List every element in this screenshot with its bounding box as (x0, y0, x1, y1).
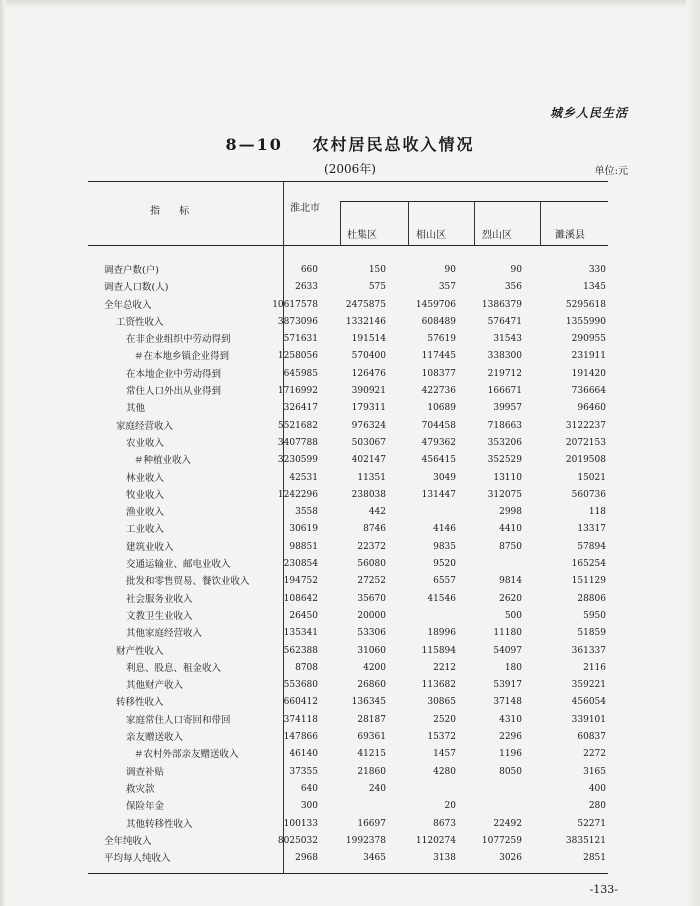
cell-value: 52271 (577, 818, 606, 829)
row-label: ＃种植业收入 (134, 455, 192, 467)
cell-value: 456415 (421, 455, 456, 466)
cell-value: 1345 (583, 282, 606, 293)
cell-value: 231911 (571, 351, 606, 362)
cell-value: 219712 (487, 368, 522, 379)
cell-value: 11180 (493, 628, 522, 639)
column-divider (340, 201, 341, 245)
cell-value: 4200 (363, 662, 386, 673)
cell-value: 2475875 (345, 299, 386, 310)
table-row (0, 746, 700, 763)
cell-value: 976324 (351, 420, 386, 431)
table-row (0, 418, 700, 435)
cell-value: 400 (588, 783, 606, 794)
table-row (0, 487, 700, 504)
cell-value: 20 (444, 801, 456, 812)
table-title-text: 农村居民总收入情况 (312, 135, 475, 154)
cell-value: 191514 (351, 334, 386, 345)
cell-value: 28806 (577, 593, 606, 604)
cell-value: 57894 (577, 541, 606, 552)
table-row (0, 383, 700, 400)
table-row (0, 348, 700, 365)
cell-value: 1992378 (345, 835, 386, 846)
cell-value: 2520 (433, 714, 456, 725)
cell-value: 179311 (351, 403, 386, 414)
cell-value: 136345 (351, 697, 386, 708)
cell-value: 118 (588, 507, 606, 518)
cell-value: 300 (300, 801, 318, 812)
cell-value: 2296 (499, 732, 522, 743)
cell-value: 150 (368, 265, 386, 275)
cell-value: 13317 (577, 524, 606, 535)
cell-value: 2851 (583, 853, 606, 864)
column-divider (408, 201, 409, 245)
cell-value: 1459706 (415, 299, 456, 310)
table-row (0, 833, 700, 850)
row-label: 农业收入 (126, 437, 165, 449)
cell-value: 326417 (283, 403, 318, 414)
cell-value: 1332146 (345, 316, 386, 327)
cell-value: 11351 (357, 472, 386, 483)
cell-value: 479362 (421, 437, 456, 448)
cell-value: 3407788 (277, 437, 318, 448)
cell-value: 2272 (583, 749, 606, 760)
row-label: 财产性收入 (116, 645, 164, 657)
cell-value: 570400 (351, 351, 386, 362)
table-row (0, 798, 700, 815)
scan-shadow-top (0, 0, 700, 8)
cell-value: 96460 (577, 403, 606, 414)
cell-value: 3873096 (277, 316, 318, 327)
row-label: 在非企业组织中劳动得到 (126, 334, 231, 346)
cell-value: 10617578 (272, 299, 318, 310)
cell-value: 2072153 (565, 437, 606, 448)
cell-value: 736664 (571, 386, 606, 397)
row-label: 亲友赠送收入 (126, 732, 184, 744)
cell-value: 54097 (493, 645, 522, 656)
cell-value: 1457 (433, 749, 456, 760)
cell-value: 5950 (583, 610, 606, 621)
cell-value: 41215 (357, 749, 386, 760)
table-row (0, 625, 700, 642)
cell-value: 191420 (571, 368, 606, 379)
cell-value: 1355990 (565, 316, 606, 327)
table-row (0, 262, 700, 279)
cell-value: 100133 (283, 818, 318, 829)
cell-value: 1120274 (415, 835, 456, 846)
cell-value: 26860 (357, 680, 386, 691)
cell-value: 3026 (499, 853, 522, 864)
cell-value: 53917 (493, 680, 522, 691)
table-row (0, 694, 700, 711)
cell-value: 8025032 (277, 835, 318, 846)
table-row (0, 573, 700, 590)
table-title (0, 132, 700, 155)
cell-value: 374118 (283, 714, 318, 725)
cell-value: 151129 (571, 576, 606, 587)
cell-value: 560736 (571, 489, 606, 500)
cell-value: 56080 (357, 559, 386, 570)
cell-value: 3558 (295, 507, 318, 518)
row-label: 转移性收入 (116, 697, 164, 709)
cell-value: 37148 (493, 697, 522, 708)
table-row (0, 556, 700, 573)
cell-value: 21860 (357, 766, 386, 777)
table-body (0, 262, 700, 867)
cell-value: 704458 (421, 420, 456, 431)
cell-value: 13110 (493, 472, 522, 483)
row-label: 在本地企业中劳动得到 (126, 368, 222, 380)
row-label: 其他家庭经营收入 (126, 628, 203, 640)
row-label: 渔业收入 (126, 507, 165, 519)
cell-value: 645985 (283, 368, 318, 379)
table-row (0, 279, 700, 296)
row-label: 家庭常住人口寄回和带回 (126, 714, 231, 726)
cell-value: 37355 (289, 766, 318, 777)
cell-value: 135341 (283, 628, 318, 639)
cell-value: 16697 (357, 818, 386, 829)
cell-value: 290955 (571, 334, 606, 345)
cell-value: 356 (504, 282, 522, 293)
cell-value: 2116 (583, 662, 606, 673)
table-row (0, 539, 700, 556)
cell-value: 20000 (357, 610, 386, 621)
table-row (0, 452, 700, 469)
cell-value: 1386379 (481, 299, 522, 310)
cell-value: 8050 (499, 766, 522, 777)
cell-value: 117445 (421, 351, 456, 362)
row-label: 保险年金 (126, 801, 165, 813)
cell-value: 51859 (577, 628, 606, 639)
cell-value: 126476 (351, 368, 386, 379)
row-label: 常住人口外出从业得到 (126, 386, 222, 398)
header-indicator: 指 标 (150, 206, 198, 217)
cell-value: 41546 (427, 593, 456, 604)
table-row (0, 400, 700, 417)
cell-value: 2633 (295, 282, 318, 293)
cell-value: 456054 (571, 697, 606, 708)
cell-value: 26450 (289, 610, 318, 621)
table-row (0, 297, 700, 314)
cell-value: 10689 (427, 403, 456, 414)
row-label: 工业收入 (126, 524, 165, 536)
cell-value: 108377 (421, 368, 456, 379)
row-label: 建筑业收入 (126, 541, 174, 553)
table-top-rule (88, 181, 608, 182)
table-row (0, 643, 700, 660)
row-label: 全年纯收入 (104, 835, 152, 847)
cell-value: 240 (368, 783, 386, 794)
cell-value: 180 (504, 662, 522, 673)
table-row (0, 366, 700, 383)
table-row (0, 781, 700, 798)
cell-value: 2968 (295, 853, 318, 864)
cell-value: 4146 (433, 524, 456, 535)
cell-value: 165254 (571, 559, 606, 570)
page-number: -133- (589, 883, 618, 896)
cell-value: 503067 (351, 437, 386, 448)
cell-value: 608489 (421, 316, 456, 327)
cell-value: 3122237 (565, 420, 606, 431)
cell-value: 353206 (487, 437, 522, 448)
table-row (0, 591, 700, 608)
header-column-duji: 杜集区 (347, 230, 377, 241)
cell-value: 3465 (363, 853, 386, 864)
row-label: 利息、股息、租金收入 (126, 662, 222, 674)
cell-value: 352529 (487, 455, 522, 466)
cell-value: 3165 (583, 766, 606, 777)
cell-value: 39957 (493, 403, 522, 414)
cell-value: 402147 (351, 455, 386, 466)
cell-value: 15372 (427, 732, 456, 743)
cell-value: 660 (300, 265, 318, 275)
cell-value: 3138 (433, 853, 456, 864)
row-label: 救灾款 (126, 783, 155, 795)
cell-value: 338300 (487, 351, 522, 362)
table-row (0, 331, 700, 348)
row-label: 工资性收入 (116, 316, 164, 328)
cell-value: 31060 (357, 645, 386, 656)
cell-value: 98851 (289, 541, 318, 552)
cell-value: 576471 (487, 316, 522, 327)
header-bottom-rule (88, 245, 608, 246)
cell-value: 4280 (433, 766, 456, 777)
cell-value: 280 (588, 801, 606, 812)
table-row (0, 850, 700, 867)
cell-value: 390921 (351, 386, 386, 397)
cell-value: 113682 (421, 680, 456, 691)
table-row (0, 521, 700, 538)
table-row (0, 712, 700, 729)
cell-value: 500 (504, 610, 522, 621)
cell-value: 60837 (577, 732, 606, 743)
cell-value: 8750 (499, 541, 522, 552)
cell-value: 6557 (433, 576, 456, 587)
cell-value: 238038 (351, 489, 386, 500)
row-label: 家庭经营收入 (116, 420, 174, 432)
row-label: 交通运输业、邮电业收入 (126, 559, 231, 571)
cell-value: 2620 (499, 593, 522, 604)
row-label: 其他财产收入 (126, 680, 184, 692)
cell-value: 8673 (433, 818, 456, 829)
cell-value: 718663 (487, 420, 522, 431)
table-row (0, 435, 700, 452)
cell-value: 330 (588, 265, 606, 275)
cell-value: 575 (368, 282, 386, 293)
cell-value: 8746 (363, 524, 386, 535)
cell-value: 18996 (427, 628, 456, 639)
table-year: (2006年) (324, 162, 376, 176)
cell-value: 339101 (571, 714, 606, 725)
header-column-lieshan: 烈山区 (482, 230, 512, 241)
row-label: 其他 (126, 403, 146, 415)
cell-value: 28187 (357, 714, 386, 725)
cell-value: 562388 (283, 645, 318, 656)
cell-value: 5521682 (277, 420, 318, 431)
row-label: 调查人口数(人) (104, 282, 169, 294)
row-label: 调查补贴 (126, 766, 165, 778)
cell-value: 166671 (487, 386, 522, 397)
cell-value: 147866 (283, 732, 318, 743)
cell-value: 57619 (427, 334, 456, 345)
cell-value: 1242296 (277, 489, 318, 500)
cell-value: 15021 (577, 472, 606, 483)
column-divider (540, 201, 541, 245)
row-label: ＃农村外部亲友赠送收入 (134, 749, 239, 761)
cell-value: 3230599 (277, 455, 318, 466)
table-row (0, 660, 700, 677)
table-row (0, 470, 700, 487)
cell-value: 9520 (433, 559, 456, 570)
table-row (0, 764, 700, 781)
row-label: 其他转移性收入 (126, 818, 193, 830)
cell-value: 640 (300, 783, 318, 794)
table-bottom-rule (88, 873, 608, 874)
column-divider (474, 201, 475, 245)
cell-value: 2212 (433, 662, 456, 673)
cell-value: 553680 (283, 680, 318, 691)
row-label: ＃在本地乡镇企业得到 (134, 351, 230, 363)
row-label: 林业收入 (126, 472, 165, 484)
table-number: 8—10 (225, 135, 283, 154)
cell-value: 42531 (289, 472, 318, 483)
header-column-huaibei: 淮北市 (290, 203, 320, 214)
row-label: 批发和零售贸易、餐饮业收入 (126, 576, 250, 588)
cell-value: 361337 (571, 645, 606, 656)
table-row (0, 608, 700, 625)
cell-value: 35670 (357, 593, 386, 604)
row-label: 社会服务业收入 (126, 593, 193, 605)
cell-value: 22492 (493, 818, 522, 829)
cell-value: 3835121 (565, 835, 606, 846)
unit-label: 单位:元 (594, 166, 628, 177)
cell-value: 90 (510, 265, 522, 275)
cell-value: 660412 (283, 697, 318, 708)
table-row (0, 816, 700, 833)
cell-value: 30865 (427, 697, 456, 708)
running-head: 城乡人民生活 (549, 106, 628, 120)
cell-value: 2998 (499, 507, 522, 518)
cell-value: 571631 (283, 334, 318, 345)
cell-value: 46140 (289, 749, 318, 760)
row-label: 文教卫生业收入 (126, 610, 193, 622)
header-column-xiangshan: 相山区 (416, 230, 446, 241)
cell-value: 194752 (283, 576, 318, 587)
cell-value: 359221 (571, 680, 606, 691)
table-row (0, 504, 700, 521)
table-row (0, 677, 700, 694)
header-column-suixi: 濉溪县 (555, 230, 585, 241)
cell-value: 422736 (421, 386, 456, 397)
cell-value: 27252 (357, 576, 386, 587)
cell-value: 53306 (357, 628, 386, 639)
cell-value: 2019508 (565, 455, 606, 466)
cell-value: 8708 (295, 662, 318, 673)
cell-value: 230854 (283, 559, 318, 570)
cell-value: 1196 (499, 749, 522, 760)
cell-value: 108642 (283, 593, 318, 604)
cell-value: 1716992 (277, 386, 318, 397)
cell-value: 30619 (289, 524, 318, 535)
cell-value: 31543 (493, 334, 522, 345)
table-row (0, 314, 700, 331)
row-label: 牧业收入 (126, 489, 165, 501)
cell-value: 9835 (433, 541, 456, 552)
cell-value: 357 (438, 282, 456, 293)
table-row (0, 729, 700, 746)
cell-value: 90 (444, 265, 456, 275)
cell-value: 9814 (499, 576, 522, 587)
row-label: 全年总收入 (104, 299, 152, 311)
row-label: 调查户数(户) (104, 265, 159, 276)
cell-value: 131447 (421, 489, 456, 500)
cell-value: 1258056 (277, 351, 318, 362)
cell-value: 69361 (357, 732, 386, 743)
cell-value: 312075 (487, 489, 522, 500)
cell-value: 3049 (433, 472, 456, 483)
cell-value: 115894 (421, 645, 456, 656)
cell-value: 4410 (499, 524, 522, 535)
cell-value: 22372 (357, 541, 386, 552)
cell-value: 442 (368, 507, 386, 518)
cell-value: 4310 (499, 714, 522, 725)
cell-value: 5295618 (565, 299, 606, 310)
cell-value: 1077259 (481, 835, 522, 846)
row-label: 平均每人纯收入 (104, 853, 171, 865)
